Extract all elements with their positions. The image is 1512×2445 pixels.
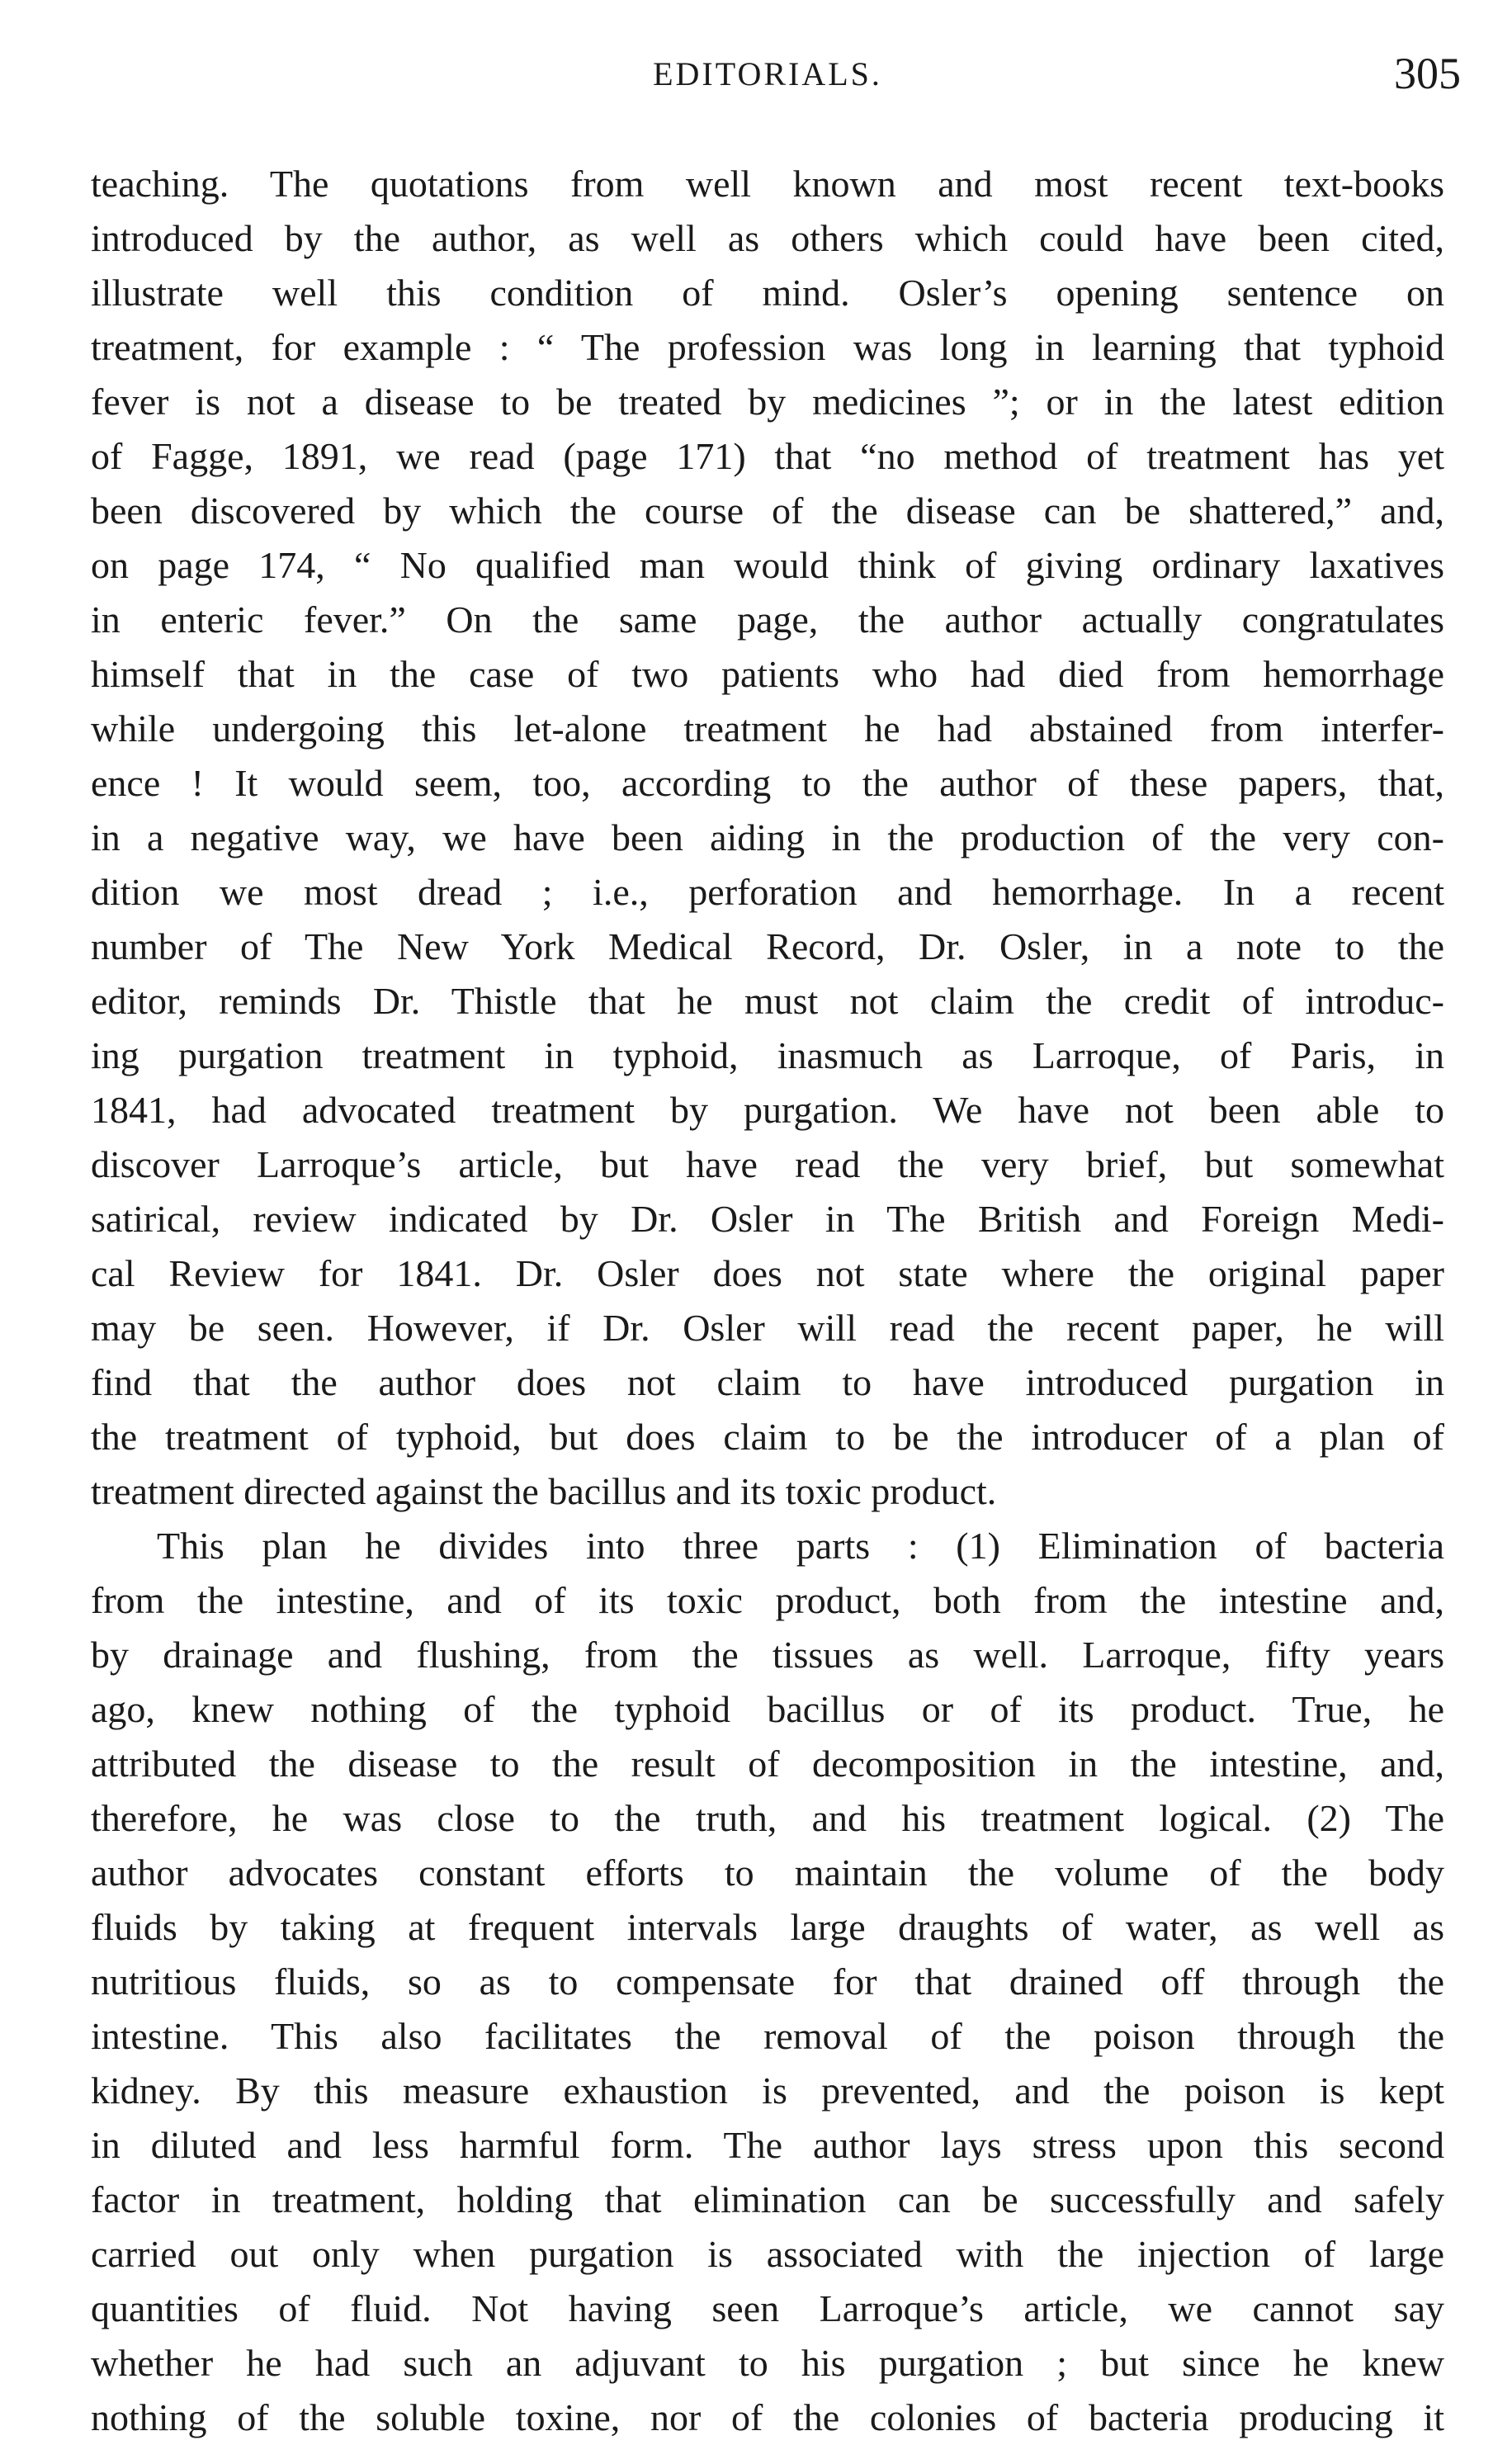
body-text <box>91 157 1444 2445</box>
text-line: fever is not a disease to be treated by medicines ”; or in the latest edition <box>91 381 1444 423</box>
text-line: while undergoing this let-alone treatment he had abstained from interfer- <box>91 707 1444 750</box>
text-line: the treatment of typhoid, but does claim to be the introducer of a plan of <box>91 1416 1444 1458</box>
text-line: himself that in the case of two patients who had died from hemorrhage <box>91 653 1444 695</box>
text-line: carried out only when purgation is associated with the injection of large <box>91 2233 1444 2275</box>
text-line: nothing of the soluble toxine, nor of the colonies of bacteria producing it <box>91 2396 1444 2438</box>
text-line: in enteric fever.” On the same page, the author actually congratulates <box>91 598 1444 641</box>
text-line: treatment, for example : “ The profession was long in learning that typhoid <box>91 326 1444 368</box>
text-line: quantities of fluid. Not having seen Larroque’s article, we cannot say <box>91 2287 1444 2329</box>
running-head <box>91 48 1461 114</box>
text-line: been discovered by which the course of the disease can be shattered,” and, <box>91 489 1444 532</box>
running-head-title: EDITORIALS. <box>653 55 882 92</box>
text-line: illustrate well this condition of mind. Osler’s opening sentence on <box>91 272 1444 314</box>
text-line: introduced by the author, as well as others which could have been cited, <box>91 217 1444 259</box>
text-line: may be seen. However, if Dr. Osler will read the recent paper, he will <box>91 1307 1444 1349</box>
text-line: factor in treatment, holding that elimination can be successfully and safely <box>91 2178 1444 2220</box>
text-line: treatment directed against the bacillus and its toxic product. <box>91 1470 997 1512</box>
text-line: find that the author does not claim to have introduced purgation in <box>91 1361 1444 1403</box>
text-line: 1841, had advocated treatment by purgation. We have not been able to <box>91 1089 1444 1131</box>
text-line: kidney. By this measure exhaustion is prevented, and the poison is kept <box>91 2069 1444 2112</box>
text-line: attributed the disease to the result of decomposition in the intestine, and, <box>91 1743 1444 1785</box>
text-line: intestine. This also facilitates the removal of the poison through the <box>91 2015 1444 2057</box>
text-line: on page 174, “ No qualified man would think of giving ordinary laxatives <box>91 544 1444 586</box>
text-line: nutritious fluids, so as to compensate for that drained off through the <box>91 1960 1444 2003</box>
text-line: ence ! It would seem, too, according to the author of these papers, that, <box>91 762 1444 804</box>
text-line: by drainage and flushing, from the tissues as well. Larroque, fifty years <box>91 1634 1444 1676</box>
text-line: in a negative way, we have been aiding in the production of the very con- <box>91 816 1444 858</box>
text-line: dition we most dread ; i.e., perforation and hemorrhage. In a recent <box>91 871 1444 913</box>
text-line: number of The New York Medical Record, Dr. Osler, in a note to the <box>91 925 1444 967</box>
text-line: whether he had such an adjuvant to his purgation ; but since he knew <box>91 2342 1444 2384</box>
page-number: 305 <box>1394 49 1461 98</box>
text-line: cal Review for 1841. Dr. Osler does not state where the original paper <box>91 1252 1444 1294</box>
text-line: from the intestine, and of its toxic product, both from the intestine and, <box>91 1579 1444 1621</box>
text-line: ing purgation treatment in typhoid, inasmuch as Larroque, of Paris, in <box>91 1034 1444 1076</box>
text-line: of Fagge, 1891, we read (page 171) that “no method of treatment has yet <box>91 435 1444 477</box>
text-line: satirical, review indicated by Dr. Osler in The British and Foreign Medi- <box>91 1198 1444 1240</box>
text-line: discover Larroque’s article, but have read the very brief, but somewhat <box>91 1143 1444 1185</box>
paragraph-first-line: This plan he divides into three parts : (1) Elimination of bacteria <box>157 1525 1444 1567</box>
text-line: author advocates constant efforts to maintain the volume of the body <box>91 1851 1444 1894</box>
text-line: ago, knew nothing of the typhoid bacillus or of its product. True, he <box>91 1688 1444 1730</box>
text-line: fluids by taking at frequent intervals large draughts of water, as well as <box>91 1906 1444 1948</box>
text-line: teaching. The quotations from well known and most recent text-books <box>91 163 1444 205</box>
text-line: therefore, he was close to the truth, and his treatment logical. (2) The <box>91 1797 1444 1839</box>
text-line: in diluted and less harmful form. The author lays stress upon this second <box>91 2124 1444 2166</box>
text-line: editor, reminds Dr. Thistle that he must not claim the credit of introduc- <box>91 980 1444 1022</box>
